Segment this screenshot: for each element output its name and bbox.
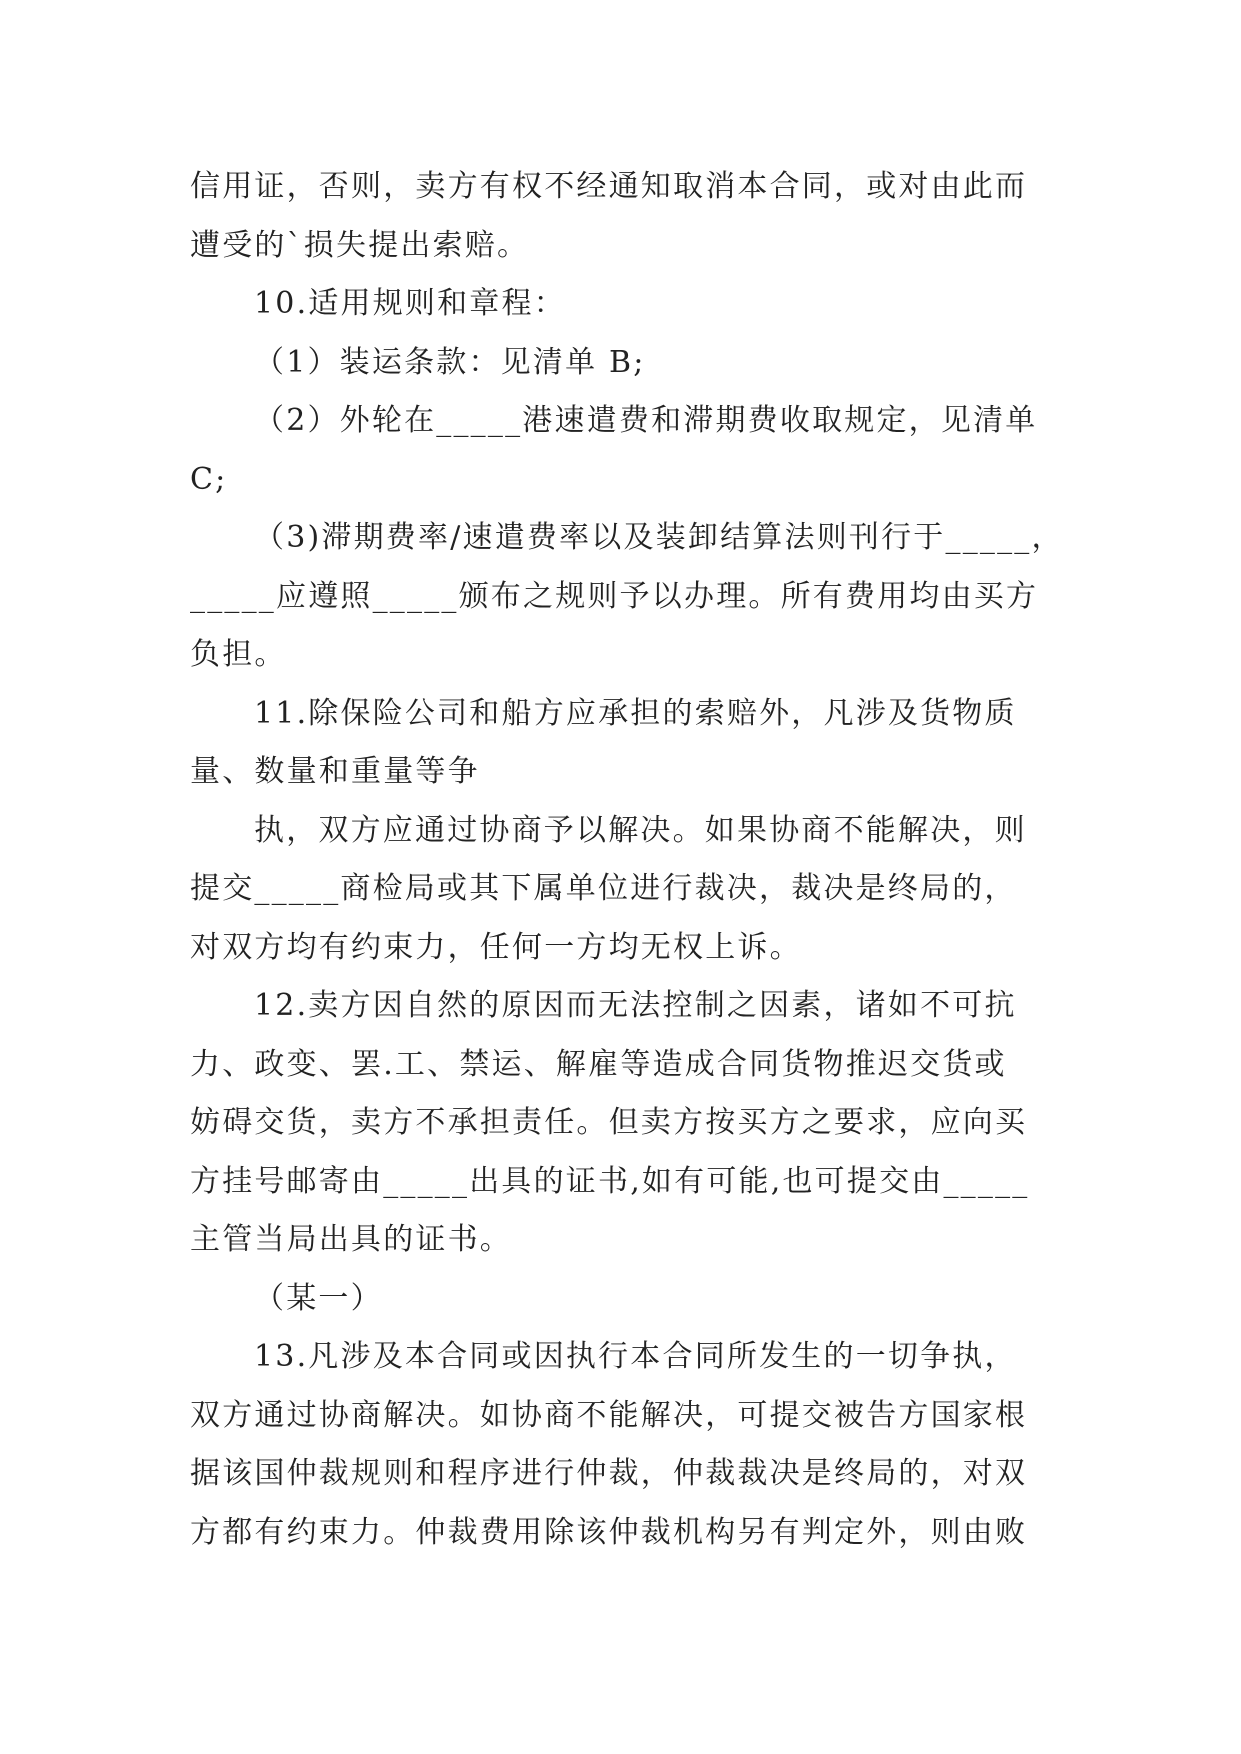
contract-text (190, 158, 1064, 1562)
section-note: （某一） (254, 1280, 383, 1316)
text-line: 信用证，否则，卖方有权不经通知取消本合同，或对由此而 (190, 169, 1028, 204)
clause-11: 11.除保险公司和船方应承担的索赔外，凡涉及货物质 (254, 695, 1017, 731)
clause-10-heading: 10.适用规则和章程： (254, 286, 566, 321)
clause-13: 13.凡涉及本合同或因执行本合同所发生的一切争执， (254, 1339, 1017, 1374)
text-line: 遭受的`损失提出索赔。 (190, 227, 530, 263)
text-line: C; (190, 461, 228, 497)
text-line: 对双方均有约束力，任何一方均无权上诉。 (190, 929, 802, 965)
clause-12: 12.卖方因自然的原因而无法控制之因素，诸如不可抗 (254, 988, 1017, 1023)
text-line: 双方通过协商解决。如协商不能解决，可提交被告方国家根 (190, 1397, 1028, 1433)
text-line: 方挂号邮寄由_____出具的证书,如有可能,也可提交由_____ (190, 1163, 1030, 1199)
clause-10-item-2: （2）外轮在_____港速遣费和滞期费收取规定，见清单 (254, 403, 1038, 438)
text-line: 主管当局出具的证书。 (190, 1222, 512, 1257)
text-line: 量、数量和重量等争 (190, 754, 480, 789)
text-line: 执，双方应通过协商予以解决。如果协商不能解决，则 (254, 812, 1027, 848)
text-line: _____应遵照_____颁布之规则予以办理。所有费用均由买方 (190, 578, 1039, 614)
clause-10-item-1: （1）装运条款：见清单 B; (254, 344, 646, 380)
text-line: 方都有约束力。仲裁费用除该仲裁机构另有判定外，则由败 (190, 1514, 1028, 1550)
text-line: 负担。 (190, 637, 287, 672)
clause-10-item-3: （3)滞期费率/速遣费率以及装卸结算法则刊行于_____， (254, 520, 1064, 555)
text-line: 据该国仲裁规则和程序进行仲裁，仲裁裁决是终局的，对双 (190, 1456, 1028, 1491)
text-line: 提交_____商检局或其下属单位进行裁决，裁决是终局的， (190, 871, 1017, 906)
text-line: 力、政变、罢.工、禁运、解雇等造成合同货物推迟交货或 (190, 1046, 1007, 1082)
text-line: 妨碍交货，卖方不承担责任。但卖方按买方之要求，应向买 (190, 1105, 1028, 1140)
